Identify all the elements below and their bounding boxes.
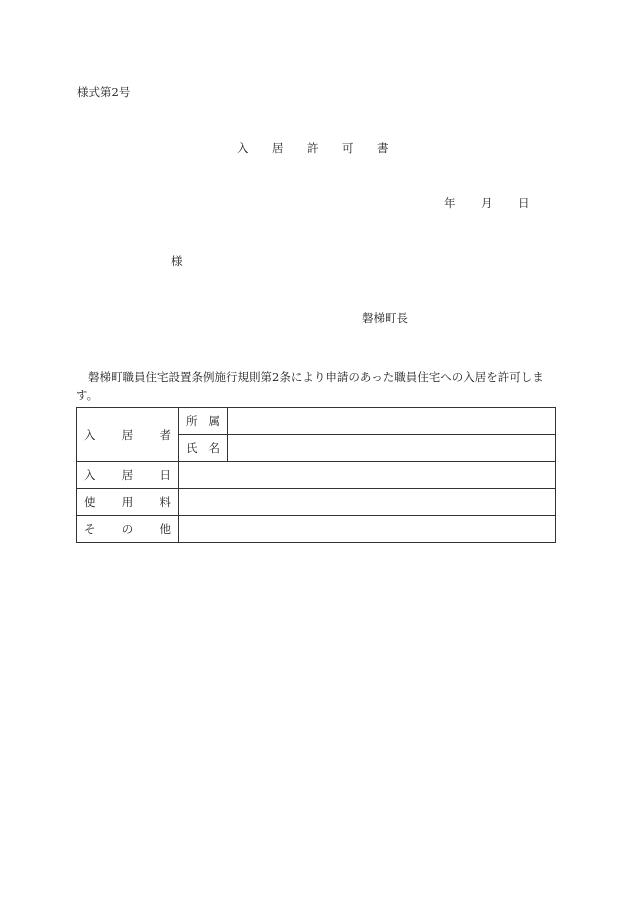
label-char: 料 bbox=[159, 495, 171, 509]
title-char: 居 bbox=[272, 141, 284, 155]
issuer: 磐梯町長 bbox=[362, 311, 408, 325]
label-char: 他 bbox=[159, 522, 171, 536]
body-text: 磐梯町職員住宅設置条例施行規則第2条により申請のあった職員住宅への入居を許可します。 bbox=[76, 370, 544, 402]
label-char: 居 bbox=[121, 468, 134, 482]
label-char: の bbox=[121, 522, 134, 536]
name-label bbox=[179, 435, 228, 462]
date-line bbox=[444, 198, 555, 210]
other-field[interactable] bbox=[179, 516, 556, 543]
label-char: そ bbox=[84, 522, 96, 536]
document-title bbox=[237, 143, 412, 155]
permit-table bbox=[76, 407, 556, 543]
affiliation-field[interactable] bbox=[228, 408, 556, 435]
title-char: 許 bbox=[307, 141, 319, 155]
label-char: 入 bbox=[84, 427, 96, 442]
title-char: 可 bbox=[342, 141, 354, 155]
usage-fee-field[interactable] bbox=[179, 489, 556, 516]
addressee-suffix: 様 bbox=[171, 254, 183, 268]
occupant-label bbox=[77, 408, 179, 462]
other-label bbox=[77, 516, 179, 543]
label-char: 者 bbox=[159, 427, 171, 442]
date-year-unit: 年 bbox=[444, 196, 456, 210]
label-char: 居 bbox=[121, 427, 134, 442]
affiliation-label bbox=[179, 408, 228, 435]
table-row bbox=[77, 408, 556, 435]
table-row bbox=[77, 489, 556, 516]
move-in-date-field[interactable] bbox=[179, 462, 556, 489]
date-day-unit: 日 bbox=[518, 196, 530, 210]
table-row bbox=[77, 462, 556, 489]
title-char: 入 bbox=[237, 141, 249, 155]
name-field[interactable] bbox=[228, 435, 556, 462]
label-char: 入 bbox=[84, 468, 96, 482]
usage-fee-label bbox=[77, 489, 179, 516]
label-char: 氏 bbox=[186, 441, 198, 455]
move-in-date-label bbox=[77, 462, 179, 489]
label-char: 所 bbox=[186, 414, 198, 428]
label-char: 日 bbox=[159, 468, 171, 482]
label-char: 属 bbox=[208, 414, 220, 428]
form-number: 様式第2号 bbox=[77, 85, 131, 99]
label-char: 使 bbox=[84, 495, 96, 509]
title-char: 書 bbox=[377, 141, 389, 155]
label-char: 名 bbox=[208, 441, 220, 455]
date-month-unit: 月 bbox=[481, 196, 493, 210]
label-char: 用 bbox=[121, 495, 134, 509]
table-row bbox=[77, 516, 556, 543]
